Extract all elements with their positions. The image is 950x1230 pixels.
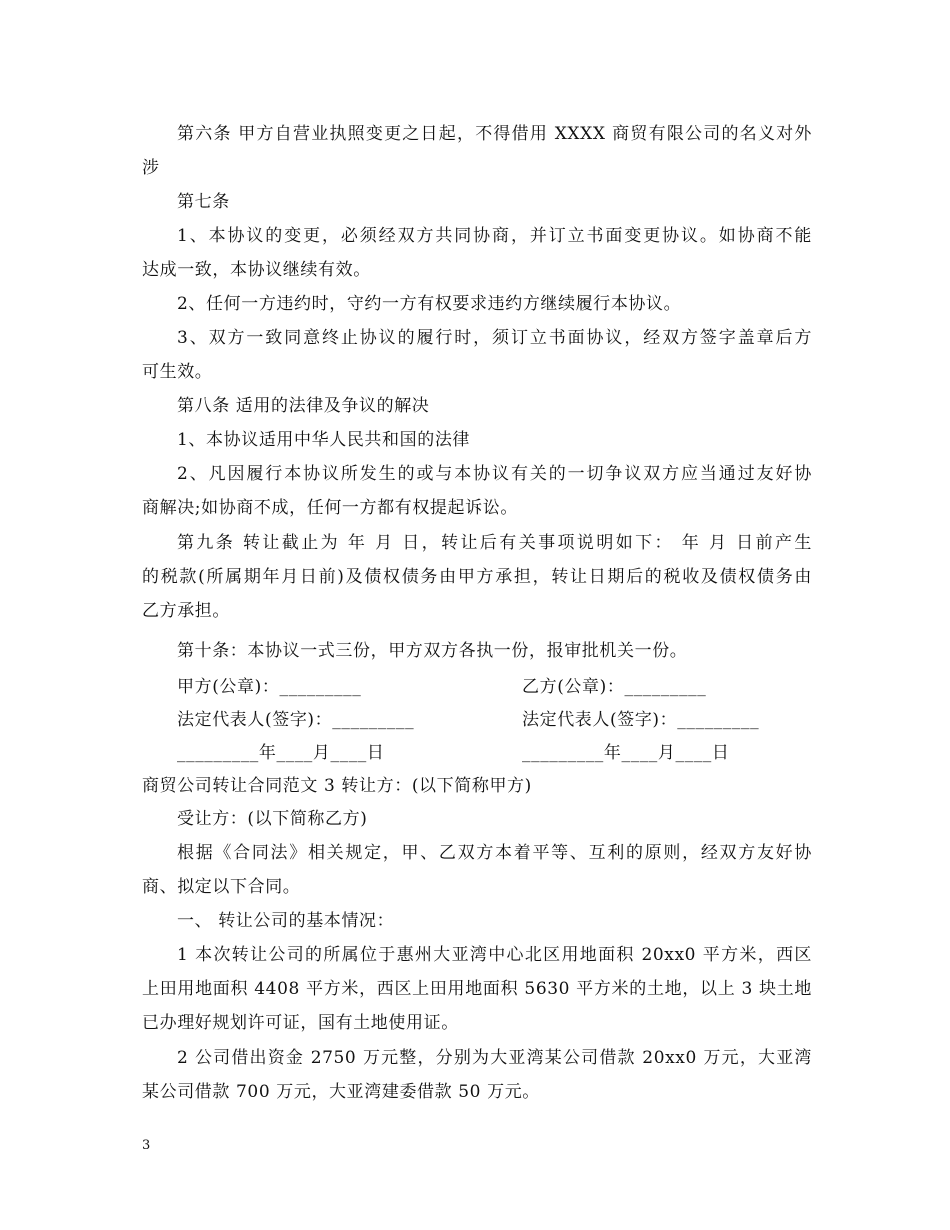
party-b-date: _________年____月____日 — [522, 743, 730, 763]
article-6-line-2: 涉 — [142, 158, 160, 178]
section-1-item-1-line-1: 1 本次转让公司的所属位于惠州大亚湾中心北区用地面积 20xx0 平方米，西区 — [177, 945, 812, 965]
article-10: 第十条：本协议一式三份，甲方双方各执一份，报审批机关一份。 — [177, 641, 688, 661]
article-7-item-3-line-1: 3、双方一致同意终止协议的履行时，须订立书面协议，经双方签字盖章后方 — [177, 328, 812, 348]
party-b-seal: 乙方(公章)：_________ — [522, 677, 707, 697]
article-7-item-2: 2、任何一方违约时，守约一方有权要求违约方继续履行本协议。 — [177, 294, 682, 314]
section-1-heading: 一、 转让公司的基本情况： — [177, 911, 395, 931]
party-a-date: _________年____月____日 — [177, 743, 385, 763]
section-1-item-2-line-1: 2 公司借出资金 2750 万元整，分别为大亚湾某公司借款 20xx0 万元，大亚湾 — [177, 1048, 812, 1068]
article-6-line-1: 第六条 甲方自营业执照变更之日起，不得借用 XXXX 商贸有限公司的名义对外 — [177, 124, 812, 144]
article-7-item-1-line-1: 1、本协议的变更，必须经双方共同协商，并订立书面变更协议。如协商不能 — [177, 226, 812, 246]
article-8-item-1: 1、本协议适用中华人民共和国的法律 — [177, 430, 471, 450]
article-7-item-1-line-2: 达成一致，本协议继续有效。 — [142, 260, 371, 280]
article-9-line-2: 的税款(所属期年月日前)及债权债务由甲方承担，转让日期后的税收及债权债务由 — [142, 567, 812, 587]
article-8-heading: 第八条 适用的法律及争议的解决 — [177, 396, 430, 416]
party-a-representative: 法定代表人(签字)：_________ — [177, 710, 415, 730]
section-1-item-2-line-2: 某公司借款 700 万元，大亚湾建委借款 50 万元。 — [142, 1082, 540, 1102]
preamble-line-2: 商、拟定以下合同。 — [142, 877, 301, 897]
contract-3-title: 商贸公司转让合同范文 3 转让方：(以下简称甲方) — [142, 776, 532, 796]
article-8-item-2-line-1: 2、凡因履行本协议所发生的或与本协议有关的一切争议双方应当通过友好协 — [177, 464, 812, 484]
preamble-line-1: 根据《合同法》相关规定，甲、乙双方本着平等、互利的原则，经双方友好协 — [177, 843, 812, 863]
section-1-item-1-line-3: 已办理好规划许可证，国有土地使用证。 — [142, 1013, 459, 1033]
article-9-line-3: 乙方承担。 — [142, 601, 230, 621]
article-8-item-2-line-2: 商解决;如协商不成，任何一方都有权提起诉讼。 — [142, 498, 518, 518]
section-1-item-1-line-2: 上田用地面积 4408 平方米，西区上田用地面积 5630 平方米的土地，以上 3 块土地 — [142, 979, 812, 999]
article-7-item-3-line-2: 可生效。 — [142, 362, 213, 382]
party-a-seal: 甲方(公章)：_________ — [177, 677, 362, 697]
transferee-line: 受让方：(以下简称乙方) — [177, 809, 368, 829]
article-9-line-1: 第九条 转让截止为 年 月 日，转让后有关事项说明如下： 年 月 日前产生 — [177, 533, 812, 553]
page-number: 3 — [142, 1138, 151, 1153]
party-b-representative: 法定代表人(签字)：_________ — [522, 710, 760, 730]
article-7-heading: 第七条 — [177, 192, 230, 212]
